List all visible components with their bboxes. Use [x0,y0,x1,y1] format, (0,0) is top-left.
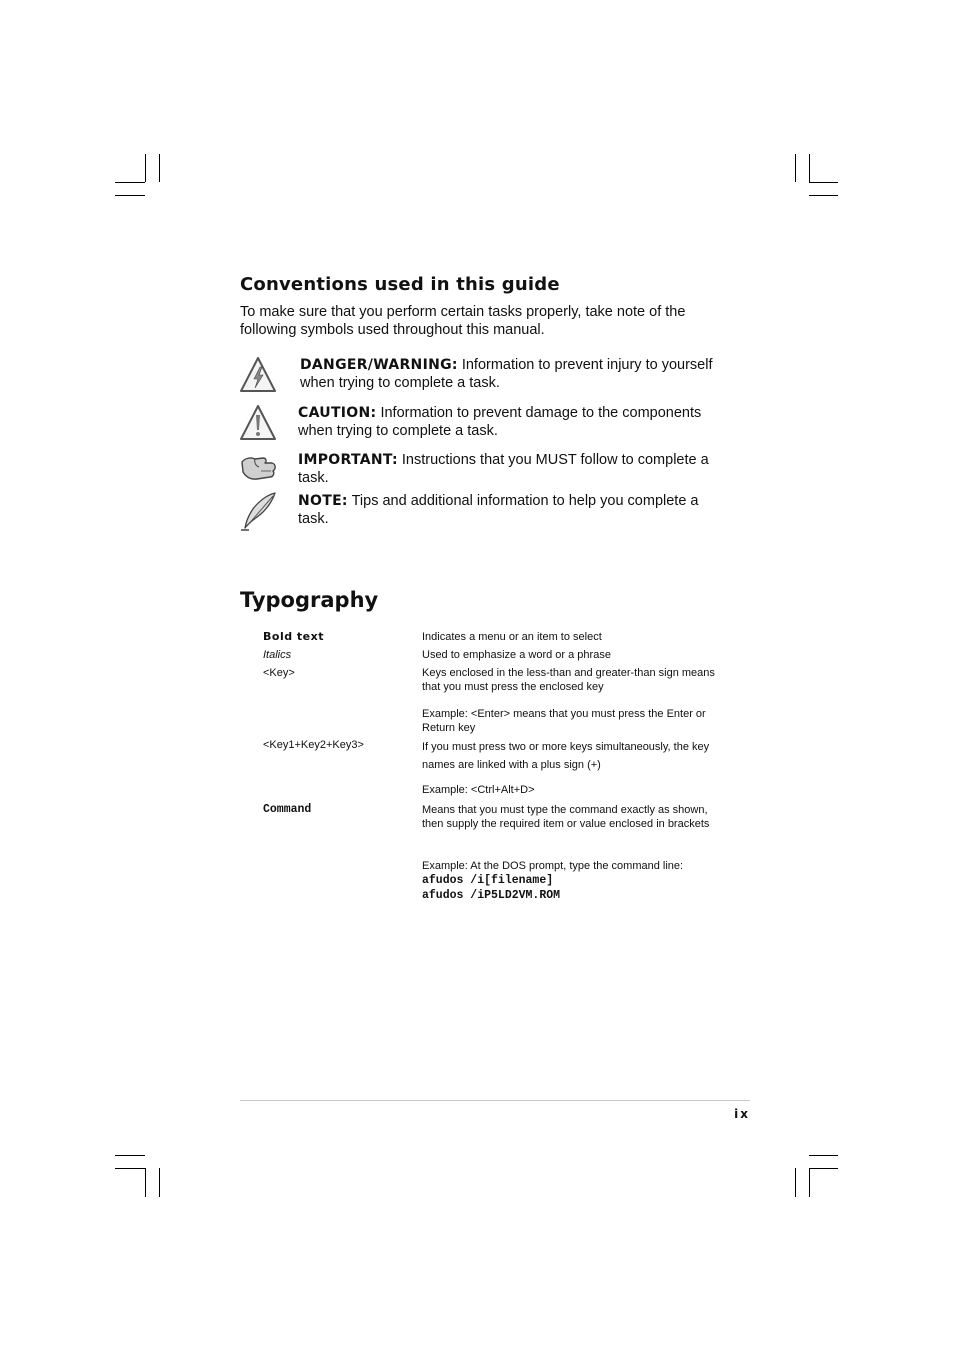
convention-label: NOTE: [298,493,348,509]
desc-italics: Used to emphasize a word or a phrase [422,649,611,661]
caution-icon [238,403,278,443]
convention-label: CAUTION: [298,405,377,421]
crop-mark [809,195,838,196]
term-key: <Key> [263,667,295,679]
convention-text: Information to prevent injury to yourself when trying to complete a task. [300,357,713,391]
danger-warning-icon [238,355,278,395]
crop-mark [809,182,838,183]
crop-mark [809,1168,838,1169]
crop-mark [809,1155,838,1156]
example-key: Example: <Enter> means that you must press the Enter or Return key [422,708,706,734]
example-command: Example: At the DOS prompt, type the command line: [422,860,684,872]
important-hand-icon [239,450,279,484]
page-number: ix [734,1107,750,1121]
footer-rule [240,1100,750,1101]
convention-text: Instructions that you MUST follow to complete a task. [298,452,709,486]
code-line: afudos /iP5LD2VM.ROM [422,889,561,902]
term-command: Command [263,803,312,816]
crop-mark [115,1155,145,1156]
desc-bold-text: Indicates a menu or an item to select [422,631,602,643]
term-bold-text: Bold text [263,630,324,643]
crop-mark [795,1168,796,1197]
convention-text: Information to prevent damage to the components when trying to complete a task. [298,405,702,439]
conventions-heading: Conventions used in this guide [240,274,560,295]
crop-mark [159,1168,160,1197]
desc-command: Means that you must type the command exactly as shown, then supply the required item or value enclosed in brackets [422,804,710,830]
example-key-combo: Example: <Ctrl+Alt+D> [422,784,535,796]
crop-mark [809,1168,810,1197]
convention-note [298,493,718,528]
crop-mark [795,154,796,182]
crop-mark [145,154,146,182]
crop-mark [809,154,810,182]
convention-label: IMPORTANT: [298,452,398,468]
term-italics: Italics [263,649,292,661]
crop-mark [115,1168,145,1169]
code-line: afudos /i[filename] [422,874,554,887]
desc-key: Keys enclosed in the less-than and greater-than sign means that you must press the enclosed key [422,667,715,693]
convention-danger-warning [300,357,720,392]
crop-mark [115,182,145,183]
crop-mark [159,154,160,182]
desc-key-combo: If you must press two or more keys simultaneously, the key names are linked with a plus sign (+) [422,741,710,771]
crop-mark [115,195,145,196]
convention-caution [298,405,718,440]
crop-mark [145,1168,146,1197]
term-key-combo: <Key1+Key2+Key3> [263,739,364,751]
convention-label: DANGER/WARNING: [300,357,458,373]
typography-heading: Typography [240,588,379,612]
conventions-intro: To make sure that you perform certain tasks properly, take note of the following symbols used throughout this manual. [240,304,686,338]
convention-important [298,452,718,487]
note-quill-icon [239,490,279,532]
convention-text: Tips and additional information to help you complete a task. [298,493,699,527]
